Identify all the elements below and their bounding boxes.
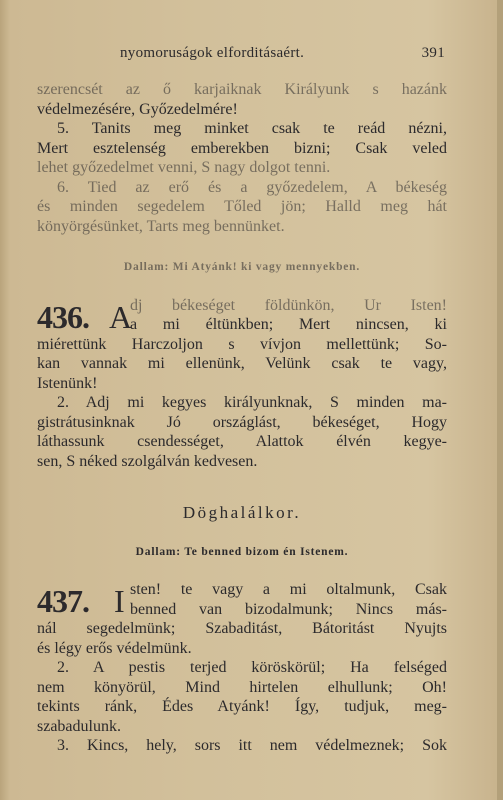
text-line: 2. Adj mi kegyes királyunknak, S minden ma- bbox=[57, 394, 447, 411]
text-line: dj békeséget földünkön, Ur Isten! bbox=[130, 296, 447, 314]
text-line: szerencsét az ő karjaiknak Királyunk s hazánk bbox=[37, 81, 447, 98]
page-number: 391 bbox=[421, 45, 445, 61]
text-line: gistrátusinknak Jó országlást, békeséget, Hogy bbox=[37, 413, 447, 431]
text-line: miérettünk Harczoljon s vívjon mellettünk; So- bbox=[37, 335, 447, 353]
text-line: Istenünk! bbox=[37, 374, 98, 392]
text-line: láthassunk csendességet, Alattok élvén kegye- bbox=[37, 433, 447, 450]
text-line: 2. A pestis terjed köröskörül; Ha felséged bbox=[57, 659, 447, 676]
text-line: és légy erős védelmünk. bbox=[37, 639, 192, 657]
text-line: sen, S néked szolgálván kedvesen. bbox=[37, 452, 258, 470]
text-line: védelmezésére, Győzedelmére! bbox=[37, 100, 238, 118]
text-line: nem könyörül, Mind hirtelen elhullunk; Oh! bbox=[37, 678, 447, 696]
page-body bbox=[37, 80, 447, 756]
hymn-436 bbox=[37, 296, 447, 472]
text-line: tekints ránk, Édes Atyánk! Így, tudjuk, meg- bbox=[37, 698, 447, 715]
text-line: 3. Kincs, hely, sors itt nem védelmeznek; Sok bbox=[57, 737, 447, 754]
drop-cap: A bbox=[109, 298, 133, 335]
text-line: nál segedelmünk; Szabaditást, Bátoritást Nyujts bbox=[37, 620, 447, 637]
text-line: Mert esztelenség emberekben bizni; Csak veled bbox=[37, 139, 447, 157]
text-line: a mi éltünkben; Mert nincsen, ki bbox=[130, 316, 447, 333]
text-line: lehet győzedelmet venni, S nagy dolgot tenni. bbox=[37, 159, 331, 176]
hymn-number: 436. bbox=[37, 298, 89, 335]
running-head: nyomoruságok elforditásaért. bbox=[120, 45, 305, 61]
drop-cap: I bbox=[114, 583, 125, 619]
text-line: benned van bizodalmunk; Nincs más- bbox=[130, 600, 447, 618]
text-line: 5. Tanits meg minket csak te reád nézni, bbox=[57, 120, 447, 137]
melody-line: Dallam: Mi Atyánk! ki vagy mennyekben. bbox=[123, 261, 361, 273]
previous-hymn-ending bbox=[37, 80, 447, 236]
hymn-437 bbox=[37, 580, 447, 756]
hymn-number: 437. bbox=[37, 583, 89, 619]
text-line: 6. Tied az erő és a győzedelem, A békeség bbox=[57, 178, 447, 196]
melody-line: Dallam: Te benned bizom én Istenem. bbox=[135, 545, 349, 558]
text-line: könyörgésünket, Tarts meg bennünket. bbox=[37, 217, 285, 235]
text-line: és minden segedelem Tőled jön; Halld meg hát bbox=[37, 198, 447, 215]
text-line: szabadulunk. bbox=[37, 717, 121, 735]
section-title: Döghalálkor. bbox=[182, 503, 302, 522]
page-edge bbox=[497, 0, 503, 800]
text-line: sten! te vagy a mi oltalmunk, Csak bbox=[130, 581, 447, 598]
text-line: kan vannak mi ellenünk, Velünk csak te vagy, bbox=[37, 355, 447, 372]
